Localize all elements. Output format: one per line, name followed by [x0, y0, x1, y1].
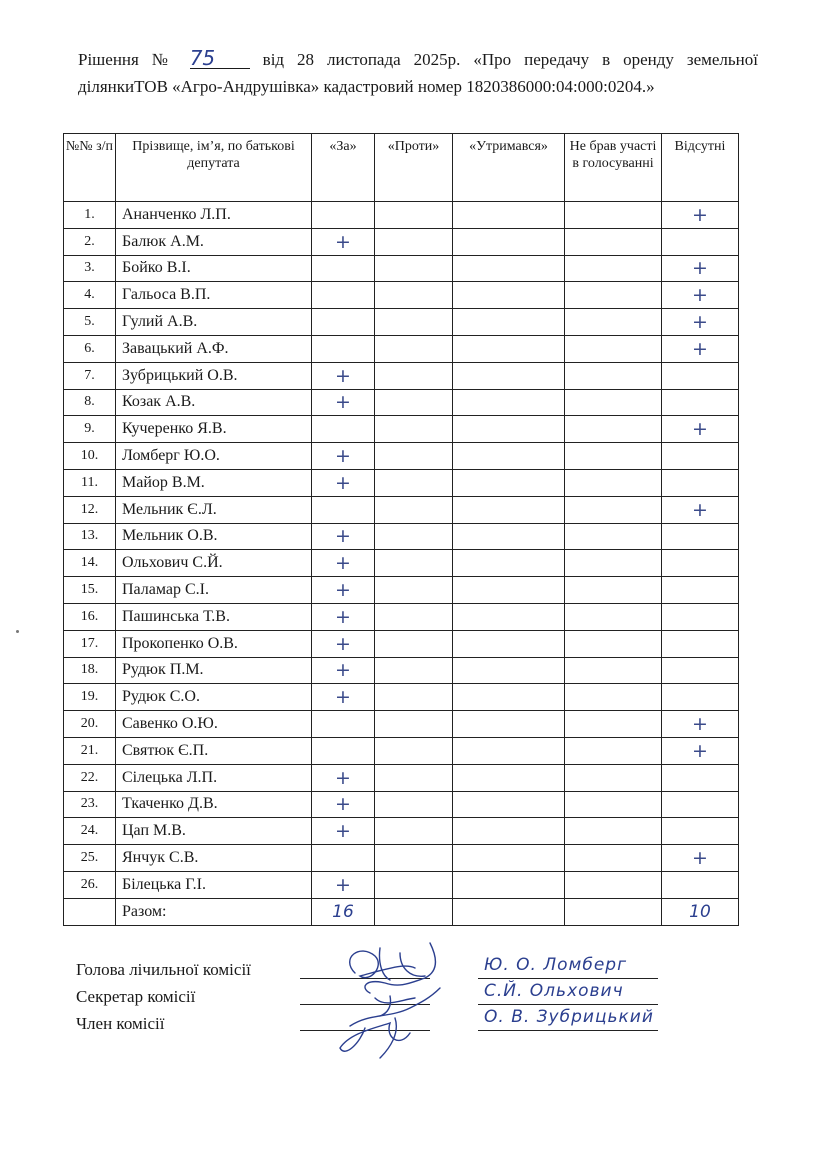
- vote-against-mark: [375, 737, 453, 764]
- table-row: [64, 764, 739, 791]
- not-voted-mark: [565, 630, 662, 657]
- header-line-2: ділянкиТОВ «Агро-Андрушівка» кадастровий номер 1820386000:04:000:0204.»: [78, 77, 655, 96]
- deputy-name: Кучеренко Я.В.: [116, 416, 312, 443]
- vote-abstain-mark: [453, 443, 565, 470]
- vote-against-mark: [375, 845, 453, 872]
- vote-against-mark: [375, 791, 453, 818]
- vote-abstain-mark: [453, 577, 565, 604]
- absent-mark: [662, 577, 739, 604]
- absent-mark: +: [662, 416, 739, 443]
- deputy-name: Ткаченко Д.В.: [116, 791, 312, 818]
- deputy-name: Гальоса В.П.: [116, 282, 312, 309]
- deputy-name: Мельник О.В.: [116, 523, 312, 550]
- deputy-name: Ананченко Л.П.: [116, 202, 312, 229]
- vote-against-mark: [375, 603, 453, 630]
- not-voted-mark: [565, 443, 662, 470]
- secretary-role: Секретар комісії: [76, 987, 196, 1006]
- vote-for-mark: +: [312, 389, 375, 416]
- deputy-name: Сілецька Л.П.: [116, 764, 312, 791]
- vote-for-mark: [312, 335, 375, 362]
- row-number: 7.: [64, 362, 116, 389]
- table-row: [64, 309, 739, 336]
- table-row: [64, 523, 739, 550]
- absent-mark: [662, 630, 739, 657]
- table-row: [64, 389, 739, 416]
- absent-mark: [662, 362, 739, 389]
- member-name-line: [478, 1030, 658, 1031]
- vote-abstain-mark: [453, 791, 565, 818]
- vote-against-mark: [375, 657, 453, 684]
- not-voted-mark: [565, 496, 662, 523]
- deputy-name: Білецька Г.І.: [116, 871, 312, 898]
- not-voted-mark: [565, 389, 662, 416]
- chair-name-handwritten: Ю. О. Ломберг: [484, 955, 628, 975]
- absent-mark: [662, 523, 739, 550]
- deputy-name: Козак А.В.: [116, 389, 312, 416]
- vote-abstain-mark: [453, 737, 565, 764]
- vote-for-mark: [312, 845, 375, 872]
- table-row: [64, 577, 739, 604]
- deputy-name: Завацький А.Ф.: [116, 335, 312, 362]
- vote-for-mark: +: [312, 657, 375, 684]
- not-voted-mark: [565, 282, 662, 309]
- absent-mark: +: [662, 335, 739, 362]
- decision-date-title: від 28 листопада 2025р. «Про передачу в оренду земельної: [262, 50, 758, 69]
- deputy-name: Ольхович С.Й.: [116, 550, 312, 577]
- table-row: [64, 657, 739, 684]
- vote-abstain-mark: [453, 630, 565, 657]
- vote-against-mark: [375, 228, 453, 255]
- document-header: [78, 46, 758, 100]
- table-row: [64, 871, 739, 898]
- vote-against-mark: [375, 469, 453, 496]
- row-number: 24.: [64, 818, 116, 845]
- total-abstain: [453, 898, 565, 925]
- absent-mark: +: [662, 711, 739, 738]
- vote-against-mark: [375, 818, 453, 845]
- row-number: 21.: [64, 737, 116, 764]
- not-voted-mark: [565, 737, 662, 764]
- vote-abstain-mark: [453, 362, 565, 389]
- row-number: 22.: [64, 764, 116, 791]
- deputy-name: Янчук С.В.: [116, 845, 312, 872]
- vote-abstain-mark: [453, 469, 565, 496]
- deputy-name: Паламар С.І.: [116, 577, 312, 604]
- col-header-abstain: «Утримався»: [453, 134, 565, 202]
- vote-for-mark: [312, 496, 375, 523]
- deputy-name: Пашинська Т.В.: [116, 603, 312, 630]
- member-name-handwritten: О. В. Зубрицький: [484, 1007, 654, 1027]
- not-voted-mark: [565, 577, 662, 604]
- total-against: [375, 898, 453, 925]
- deputy-name: Рудюк С.О.: [116, 684, 312, 711]
- commission-block: [76, 956, 251, 1037]
- vote-for-mark: +: [312, 684, 375, 711]
- row-number: 2.: [64, 228, 116, 255]
- table-header-row: [64, 134, 739, 202]
- vote-abstain-mark: [453, 657, 565, 684]
- table-row: [64, 255, 739, 282]
- vote-against-mark: [375, 630, 453, 657]
- not-voted-mark: [565, 335, 662, 362]
- not-voted-mark: [565, 255, 662, 282]
- vote-abstain-mark: [453, 228, 565, 255]
- vote-against-mark: [375, 550, 453, 577]
- absent-mark: [662, 228, 739, 255]
- row-number: 4.: [64, 282, 116, 309]
- absent-mark: [662, 764, 739, 791]
- vote-for-mark: +: [312, 577, 375, 604]
- vote-abstain-mark: [453, 871, 565, 898]
- vote-abstain-mark: [453, 389, 565, 416]
- absent-mark: +: [662, 496, 739, 523]
- vote-for-mark: [312, 737, 375, 764]
- vote-for-mark: +: [312, 228, 375, 255]
- table-row: [64, 416, 739, 443]
- row-number: 8.: [64, 389, 116, 416]
- signatures-scribble: [330, 938, 450, 1063]
- not-voted-mark: [565, 845, 662, 872]
- not-voted-mark: [565, 764, 662, 791]
- deputy-name: Гулий А.В.: [116, 309, 312, 336]
- not-voted-mark: [565, 711, 662, 738]
- deputy-name: Балюк А.М.: [116, 228, 312, 255]
- col-header-absent: Відсутні: [662, 134, 739, 202]
- table-row: [64, 496, 739, 523]
- table-row: [64, 603, 739, 630]
- vote-abstain-mark: [453, 416, 565, 443]
- table-row: [64, 228, 739, 255]
- vote-abstain-mark: [453, 335, 565, 362]
- total-label: Разом:: [116, 898, 312, 925]
- vote-for-mark: [312, 711, 375, 738]
- vote-for-mark: [312, 309, 375, 336]
- not-voted-mark: [565, 309, 662, 336]
- not-voted-mark: [565, 469, 662, 496]
- vote-against-mark: [375, 871, 453, 898]
- row-number: 26.: [64, 871, 116, 898]
- row-number: 13.: [64, 523, 116, 550]
- table-row: [64, 791, 739, 818]
- vote-abstain-mark: [453, 309, 565, 336]
- vote-against-mark: [375, 496, 453, 523]
- chair-name-line: [478, 978, 658, 979]
- vote-against-mark: [375, 282, 453, 309]
- table-row: [64, 362, 739, 389]
- col-header-against: «Проти»: [375, 134, 453, 202]
- vote-against-mark: [375, 255, 453, 282]
- absent-mark: +: [662, 845, 739, 872]
- vote-abstain-mark: [453, 818, 565, 845]
- not-voted-mark: [565, 818, 662, 845]
- vote-against-mark: [375, 335, 453, 362]
- row-number: 25.: [64, 845, 116, 872]
- table-row: [64, 630, 739, 657]
- decision-prefix: Рішення №: [78, 50, 177, 69]
- table-row: [64, 282, 739, 309]
- chair-role: Голова лічильної комісії: [76, 960, 251, 979]
- vote-against-mark: [375, 764, 453, 791]
- table-body: [64, 202, 739, 899]
- table-row: [64, 550, 739, 577]
- table-row: [64, 202, 739, 229]
- total-not-voted: [565, 898, 662, 925]
- vote-for-mark: +: [312, 469, 375, 496]
- table-row: [64, 711, 739, 738]
- header-line-1: [78, 46, 758, 73]
- total-row: [64, 898, 739, 925]
- row-number: 5.: [64, 309, 116, 336]
- absent-mark: +: [662, 255, 739, 282]
- deputy-name: Мельник Є.Л.: [116, 496, 312, 523]
- secretary-name-line: [478, 1004, 658, 1005]
- not-voted-mark: [565, 657, 662, 684]
- vote-against-mark: [375, 684, 453, 711]
- row-number: 11.: [64, 469, 116, 496]
- total-for: 16: [312, 898, 375, 925]
- vote-for-mark: +: [312, 362, 375, 389]
- vote-abstain-mark: [453, 550, 565, 577]
- vote-for-mark: [312, 202, 375, 229]
- row-number: 16.: [64, 603, 116, 630]
- table-row: [64, 737, 739, 764]
- row-number: 19.: [64, 684, 116, 711]
- not-voted-mark: [565, 550, 662, 577]
- vote-for-mark: +: [312, 550, 375, 577]
- vote-for-mark: [312, 255, 375, 282]
- table-row: [64, 818, 739, 845]
- row-number: 6.: [64, 335, 116, 362]
- deputy-name: Прокопенко О.В.: [116, 630, 312, 657]
- vote-for-mark: +: [312, 764, 375, 791]
- vote-for-mark: +: [312, 871, 375, 898]
- vote-against-mark: [375, 523, 453, 550]
- decision-number-handwritten: 75: [190, 48, 250, 69]
- absent-mark: +: [662, 282, 739, 309]
- vote-against-mark: [375, 362, 453, 389]
- vote-for-mark: +: [312, 630, 375, 657]
- row-number: 10.: [64, 443, 116, 470]
- row-number: 14.: [64, 550, 116, 577]
- secretary-name-handwritten: С.Й. Ольхович: [484, 981, 624, 1001]
- absent-mark: [662, 657, 739, 684]
- row-number: 18.: [64, 657, 116, 684]
- vote-against-mark: [375, 577, 453, 604]
- not-voted-mark: [565, 523, 662, 550]
- row-number: 15.: [64, 577, 116, 604]
- table-row: [64, 684, 739, 711]
- deputy-name: Савенко О.Ю.: [116, 711, 312, 738]
- not-voted-mark: [565, 791, 662, 818]
- vote-for-mark: +: [312, 603, 375, 630]
- vote-for-mark: [312, 282, 375, 309]
- vote-abstain-mark: [453, 764, 565, 791]
- col-header-name: Прізвище, ім’я, по батькові депутата: [116, 134, 312, 202]
- absent-mark: [662, 603, 739, 630]
- not-voted-mark: [565, 871, 662, 898]
- vote-against-mark: [375, 711, 453, 738]
- absent-mark: [662, 469, 739, 496]
- row-number: 23.: [64, 791, 116, 818]
- vote-for-mark: [312, 416, 375, 443]
- not-voted-mark: [565, 202, 662, 229]
- deputy-name: Рудюк П.М.: [116, 657, 312, 684]
- vote-abstain-mark: [453, 202, 565, 229]
- vote-for-mark: +: [312, 791, 375, 818]
- deputy-name: Зубрицький О.В.: [116, 362, 312, 389]
- not-voted-mark: [565, 684, 662, 711]
- table-row: [64, 469, 739, 496]
- vote-abstain-mark: [453, 603, 565, 630]
- col-header-not-voted: Не брав участі в голосуванні: [565, 134, 662, 202]
- total-absent: 10: [662, 898, 739, 925]
- col-header-num: №№ з/п: [64, 134, 116, 202]
- deputy-name: Ломберг Ю.О.: [116, 443, 312, 470]
- deputy-name: Майор В.М.: [116, 469, 312, 496]
- voting-table: [63, 133, 739, 926]
- scan-speck: [16, 630, 19, 633]
- vote-abstain-mark: [453, 845, 565, 872]
- table-row: [64, 335, 739, 362]
- row-number: 17.: [64, 630, 116, 657]
- absent-mark: [662, 791, 739, 818]
- deputy-name: Бойко В.І.: [116, 255, 312, 282]
- table-row: [64, 845, 739, 872]
- vote-abstain-mark: [453, 711, 565, 738]
- vote-against-mark: [375, 202, 453, 229]
- absent-mark: +: [662, 202, 739, 229]
- not-voted-mark: [565, 603, 662, 630]
- vote-against-mark: [375, 389, 453, 416]
- vote-abstain-mark: [453, 496, 565, 523]
- row-number: 20.: [64, 711, 116, 738]
- vote-abstain-mark: [453, 282, 565, 309]
- deputy-name: Цап М.В.: [116, 818, 312, 845]
- table-row: [64, 443, 739, 470]
- row-number: 12.: [64, 496, 116, 523]
- vote-for-mark: +: [312, 443, 375, 470]
- absent-mark: [662, 684, 739, 711]
- absent-mark: [662, 818, 739, 845]
- vote-abstain-mark: [453, 523, 565, 550]
- absent-mark: [662, 443, 739, 470]
- absent-mark: [662, 550, 739, 577]
- vote-against-mark: [375, 443, 453, 470]
- row-number: 1.: [64, 202, 116, 229]
- vote-for-mark: +: [312, 523, 375, 550]
- vote-against-mark: [375, 309, 453, 336]
- vote-abstain-mark: [453, 684, 565, 711]
- absent-mark: +: [662, 309, 739, 336]
- member-role: Член комісії: [76, 1014, 165, 1033]
- total-num-cell: [64, 898, 116, 925]
- vote-against-mark: [375, 416, 453, 443]
- absent-mark: [662, 871, 739, 898]
- row-number: 3.: [64, 255, 116, 282]
- col-header-for: «За»: [312, 134, 375, 202]
- absent-mark: [662, 389, 739, 416]
- not-voted-mark: [565, 416, 662, 443]
- not-voted-mark: [565, 228, 662, 255]
- vote-for-mark: +: [312, 818, 375, 845]
- deputy-name: Святюк Є.П.: [116, 737, 312, 764]
- row-number: 9.: [64, 416, 116, 443]
- absent-mark: +: [662, 737, 739, 764]
- vote-abstain-mark: [453, 255, 565, 282]
- not-voted-mark: [565, 362, 662, 389]
